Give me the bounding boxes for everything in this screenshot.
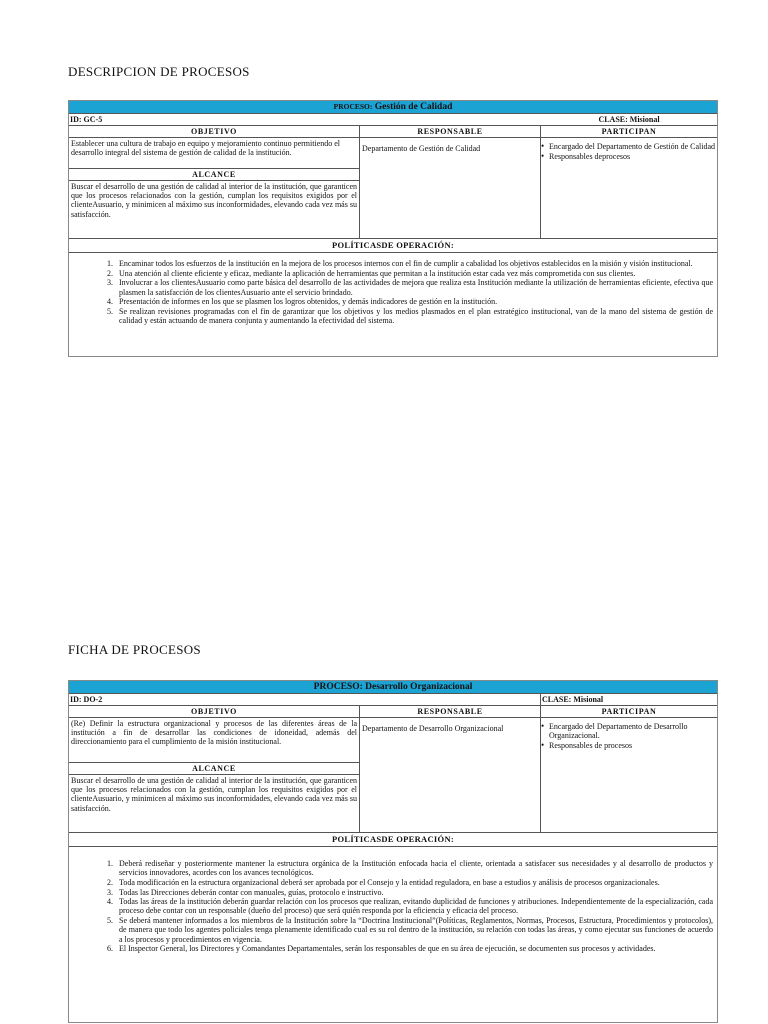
policies-body (69, 253, 717, 356)
process-label: PROCESO: (313, 682, 363, 692)
process-banner (69, 101, 717, 114)
section-heading: DESCRIPCION DE PROCESOS (68, 64, 250, 79)
process-name: Gestión de Calidad (374, 102, 453, 112)
list-item: 1. Deberá rediseñar y posteriormente mantener la estructura orgánica de la Institución enfocada hacia el cliente, orientada a satisfacer sus necesidades y al desarrollo de productos y servicios innovadores, acordes con los avances tecnológicos. (115, 859, 713, 877)
participants-list (541, 138, 717, 161)
list-item: 2. Toda modificación en la estructura organizacional deberá ser aprobada por el Consejo y la entidad reguladora, en base a estudios y análisis de procesos organizacionales. (115, 878, 713, 887)
participants-header: PARTICIPAN (541, 706, 717, 718)
detail-columns (69, 706, 717, 833)
objective-text: (Re) Definir la estructura organizacional y procesos de las diferentes áreas de la institución a fin de desarrollar las condiciones de idoneidad, además del direccionamiento para el cumplimiento de la misión institucional. (71, 719, 357, 747)
participants-column (541, 126, 717, 238)
process-banner (69, 681, 717, 694)
policies-body (69, 847, 717, 1022)
section-heading: FICHA DE PROCESOS (68, 642, 201, 657)
list-item: 1. Encaminar todos los esfuerzos de la institución en la mejora de los procesos internos con el fin de cumplir a cabalidad los objetivos establecidos en la misión y visión institucional. (115, 259, 713, 268)
responsible-column (360, 706, 541, 832)
scope-header: ALCANCE (69, 168, 359, 181)
process-id: ID: DO-2 (70, 695, 103, 704)
policies-header: POLÍTICASDE OPERACIÓN: (69, 239, 717, 253)
list-item: 5. Se deberá mantener informados a los miembros de la Institución sobre la “Doctrina Institucional”(Políticas, Reglamentos, Normas, Procesos, Estructura, Procedimientos y protocolos), de manera que todo los agentes policiales tenga plenamente identificado cual es su rol dentro de la institución, su relación con todas las áreas, y como ejecutar sus funciones de acuerdo a los procesos y procedimientos en vigencia. (115, 916, 713, 944)
objective-header: OBJETIVO (69, 126, 359, 138)
detail-columns (69, 126, 717, 239)
scope-header: ALCANCE (69, 762, 359, 775)
participants-header: PARTICIPAN (541, 126, 717, 138)
list-item: 3. Involucrar a los clientesAusuario como parte básica del desarrollo de las actividades de mejora que realiza esta Institución mediante la utilización de herramientas eficiente, efectiva que plasmen la satisfacción de los clientesAusuario ante el servicio brindado. (115, 278, 713, 296)
process-name: Desarrollo Organizacional (365, 682, 473, 692)
policies-list (69, 859, 713, 953)
responsible-header: RESPONSABLE (360, 126, 540, 138)
list-item: • Encargado del Departamento de Gestión de Calidad (541, 142, 715, 151)
list-item: 4. Presentación de informes en los que se plasmen los logros obtenidos, y demás indicadores de gestión en la institución. (115, 297, 713, 306)
responsible-text: Departamento de Desarrollo Organizacional (362, 724, 504, 733)
id-row (69, 114, 717, 126)
list-item: • Responsables de procesos (541, 741, 715, 750)
id-row (69, 694, 717, 706)
participants-list (541, 718, 717, 751)
process-sheet (68, 680, 718, 1023)
list-item: 5. Se realizan revisiones programadas con el fin de garantizar que los objetivos y los medios plasmados en el plan estratégico institucional, van de la mano del sistema de gestión de calidad y están actuando de manera conjunta y aumentando la efectividad del sistema. (115, 307, 713, 325)
scope-text: Buscar el desarrollo de una gestión de calidad al interior de la institución, que garanticen que los procesos relacionados con la gestión, cumplan los requisitos exigidos por el clienteAusuario, y minimicen al máximo sus inconformidades, elevando cada vez más su satisfacción. (71, 776, 357, 813)
process-label: PROCESO: (333, 102, 373, 111)
policies-header: POLÍTICASDE OPERACIÓN: (69, 833, 717, 847)
responsible-header: RESPONSABLE (360, 706, 540, 718)
scope-text: Buscar el desarrollo de una gestión de calidad al interior de la institución, que garanticen que los procesos relacionados con la gestión, cumplan los requisitos exigidos por el clienteAusuario, y minimicen al máximo sus inconformidades, elevando cada vez más su satisfacción. (71, 182, 357, 219)
responsible-text: Departamento de Gestión de Calidad (362, 144, 481, 153)
process-class: CLASE: Misional (540, 694, 717, 705)
objective-column (69, 126, 360, 238)
objective-header: OBJETIVO (69, 706, 359, 718)
process-id: ID: GC-5 (70, 115, 103, 124)
list-item: • Responsables deprocesos (541, 152, 715, 161)
policies-list (69, 259, 713, 325)
participants-column (541, 706, 717, 832)
objective-text: Establecer una cultura de trabajo en equipo y mejoramiento continuo permitiendo el desarrollo integral del sistema de gestión de calidad de la institución. (71, 139, 341, 158)
process-sheet (68, 100, 718, 357)
list-item: • Encargado del Departamento de Desarrollo Organizacional. (541, 722, 715, 740)
list-item: 6. El Inspector General, los Directores y Comandantes Departamentales, serán los responsables de que en su área de ejecución, se documenten sus procesos y actividades. (115, 944, 713, 953)
responsible-column (360, 126, 541, 238)
list-item: 2. Una atención al cliente eficiente y eficaz, mediante la aplicación de herramientas que permitan a la institución estar cada vez más comprometida con sus clientes. (115, 269, 713, 278)
process-class: CLASE: Misional (598, 115, 660, 124)
objective-column (69, 706, 360, 832)
list-item: 4. Todas las áreas de la institución deberán guardar relación con los procesos que realizan, evitando duplicidad de funciones y atribuciones. Independientemente de la especialización, cada proceso debe contar con un responsable (dueño del proceso) que será quién responda por la eficiencia y eficacia del proceso. (115, 897, 713, 915)
list-item: 3. Todas las Direcciones deberán contar con manuales, guías, protocolo e instructivo. (115, 888, 713, 897)
